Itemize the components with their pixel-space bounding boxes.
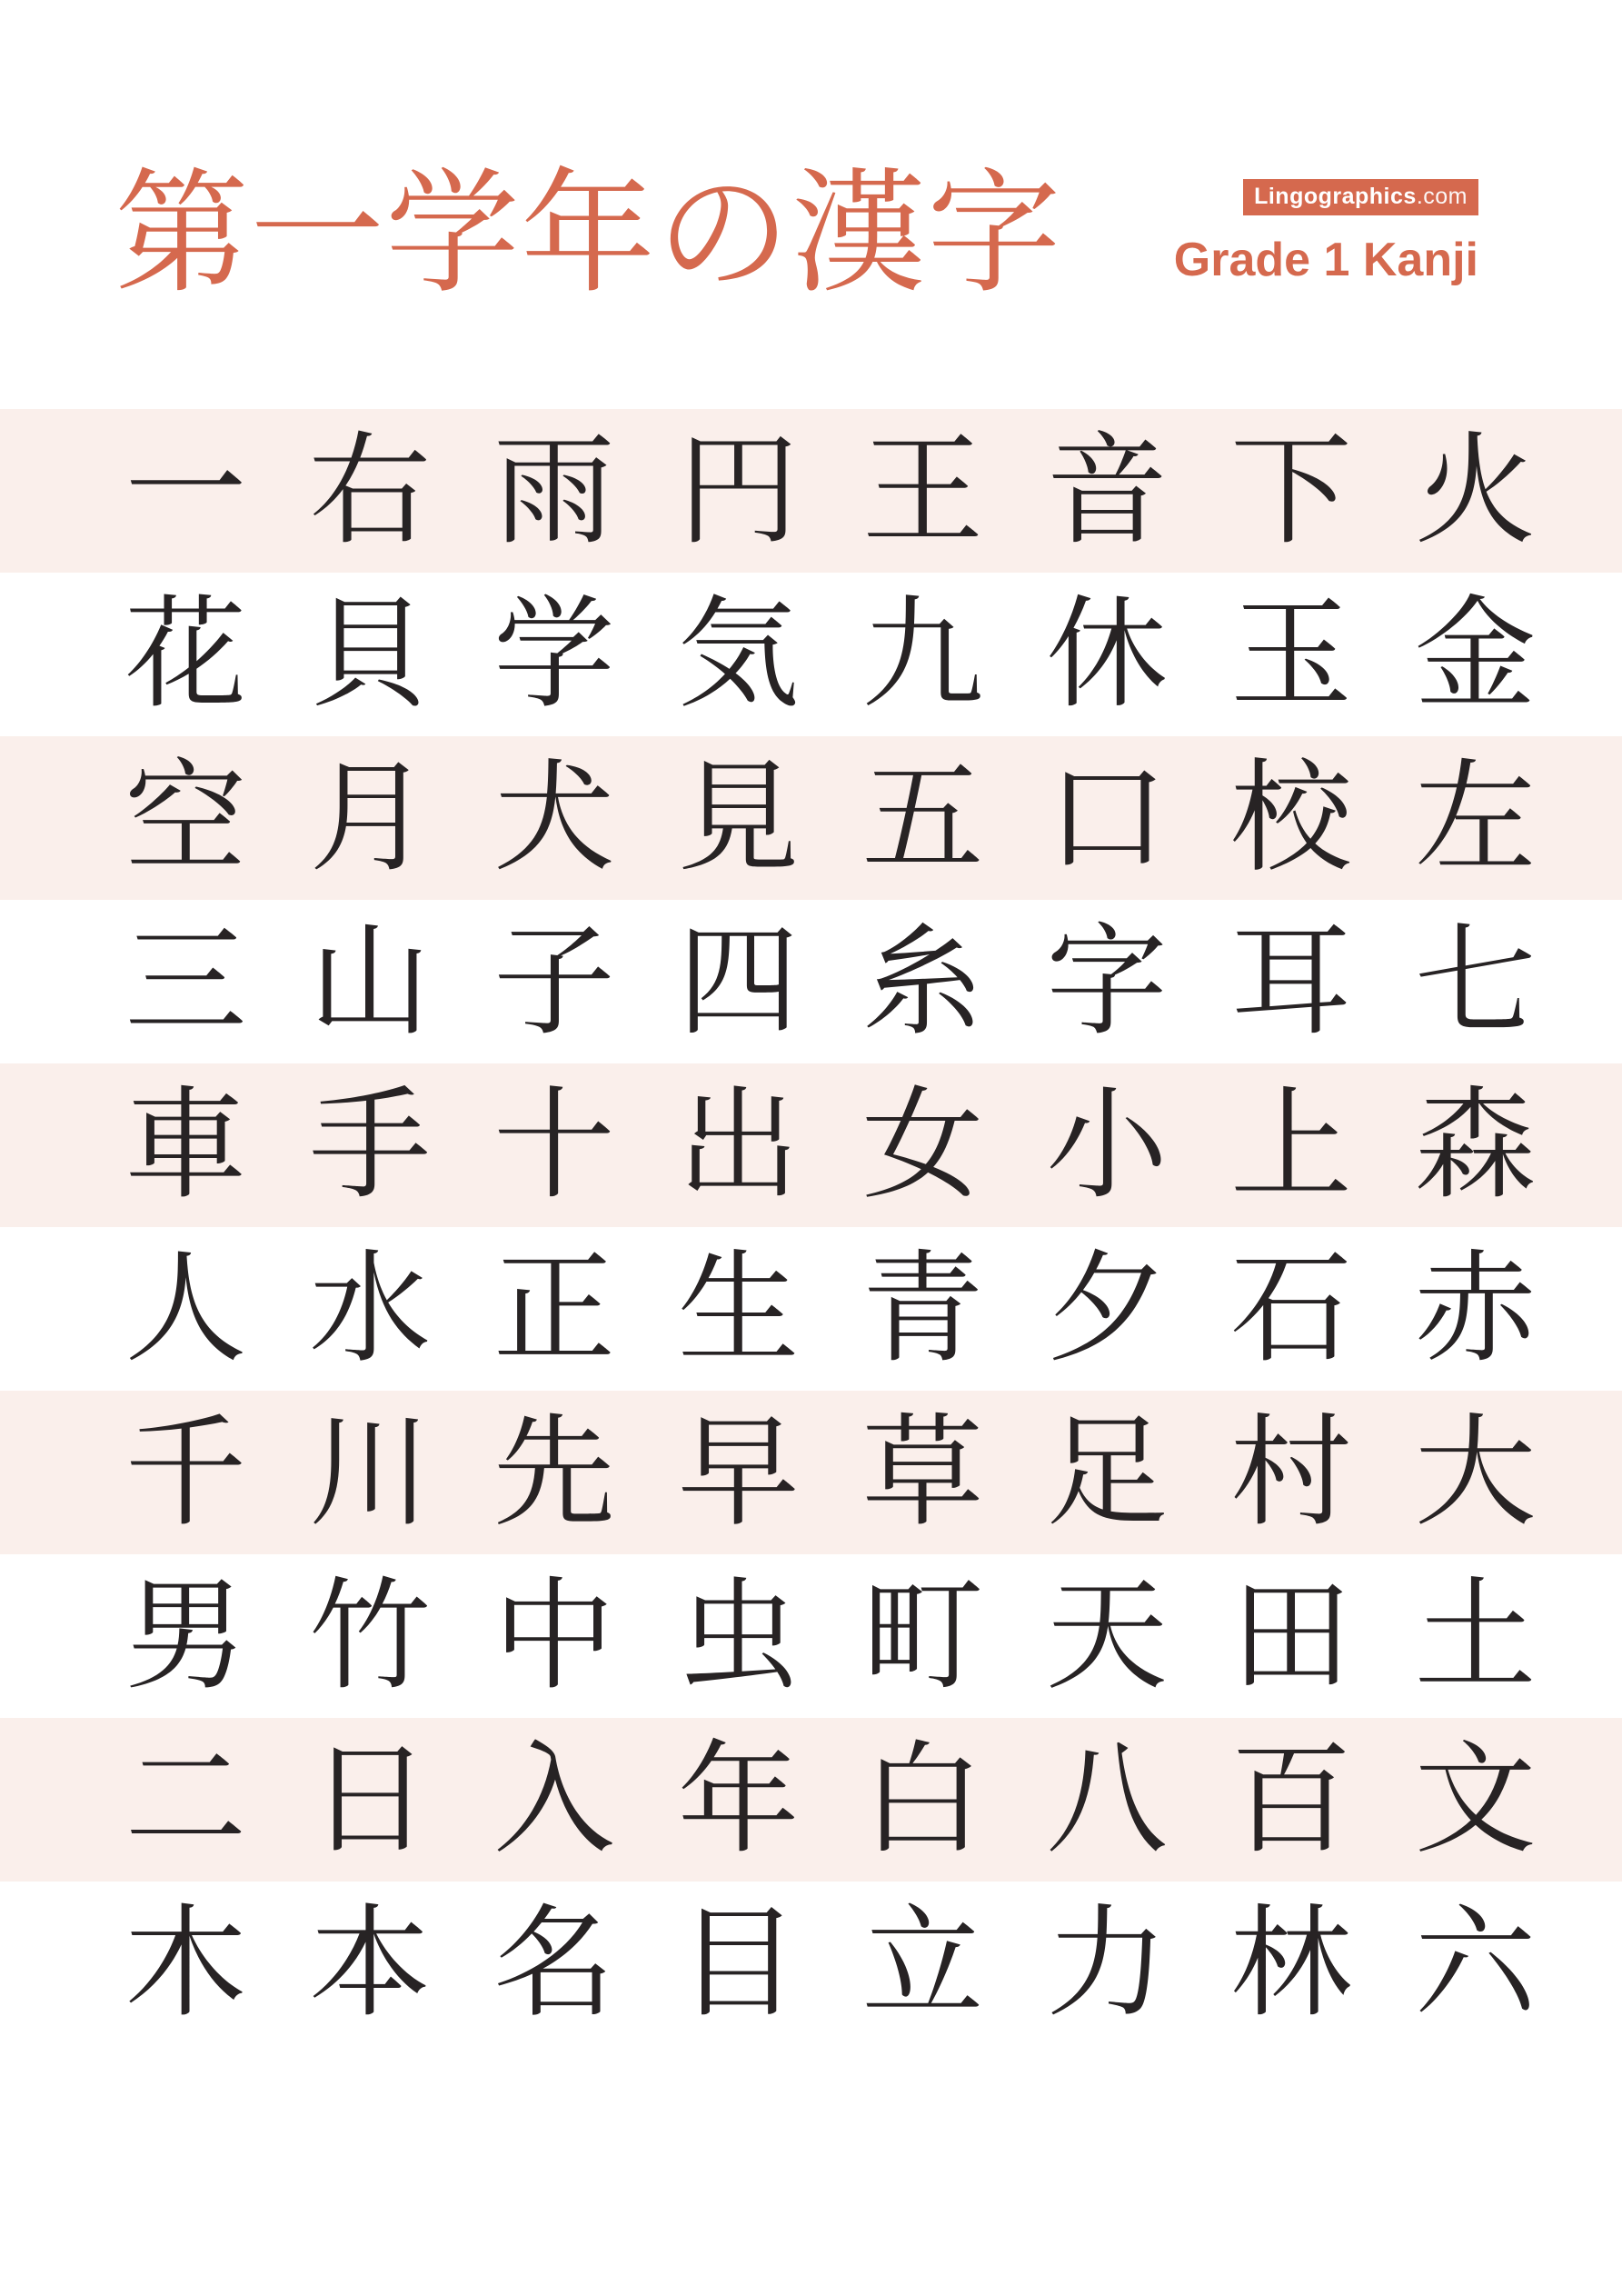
kanji-cell: 四 [677, 911, 800, 1053]
kanji-cell: 車 [124, 1074, 247, 1216]
kanji-cell: 口 [1046, 747, 1169, 889]
kanji-cell: 名 [493, 1892, 615, 2034]
kanji-cell: 糸 [861, 911, 984, 1053]
kanji-cell: 川 [309, 1402, 432, 1543]
kanji-cell: 虫 [677, 1565, 800, 1707]
kanji-cell: 夕 [1046, 1238, 1169, 1380]
kanji-cell: 年 [677, 1729, 800, 1871]
kanji-cell: 先 [493, 1402, 615, 1543]
kanji-cell: 雨 [493, 420, 615, 562]
kanji-cell: 入 [493, 1729, 615, 1871]
kanji-cell: 校 [1229, 747, 1352, 889]
kanji-row [0, 1391, 1622, 1554]
kanji-cell: 犬 [493, 747, 615, 889]
kanji-cell: 生 [677, 1238, 800, 1380]
kanji-cell: 貝 [309, 584, 432, 725]
kanji-row [0, 573, 1622, 736]
kanji-row-inner [94, 736, 1567, 900]
brand-badge [1243, 179, 1478, 215]
kanji-row-inner [94, 1718, 1567, 1882]
kanji-row-inner [94, 1882, 1567, 2045]
kanji-cell: 上 [1229, 1074, 1352, 1216]
kanji-cell: 十 [493, 1074, 615, 1216]
kanji-cell: 一 [124, 420, 247, 562]
kanji-cell: 王 [861, 420, 984, 562]
kanji-cell: 青 [861, 1238, 984, 1380]
kanji-cell: 白 [861, 1729, 984, 1871]
kanji-cell: 火 [1414, 420, 1537, 562]
kanji-cell: 出 [677, 1074, 800, 1216]
kanji-cell: 右 [309, 420, 432, 562]
kanji-cell: 水 [309, 1238, 432, 1380]
kanji-cell: 文 [1414, 1729, 1537, 1871]
kanji-cell: 竹 [309, 1565, 432, 1707]
kanji-cell: 女 [861, 1074, 984, 1216]
kanji-cell: 五 [861, 747, 984, 889]
kanji-cell: 学 [493, 584, 615, 725]
kanji-cell: 空 [124, 747, 247, 889]
kanji-cell: 六 [1414, 1892, 1537, 2034]
kanji-row [0, 1718, 1622, 1882]
kanji-cell: 天 [1046, 1565, 1169, 1707]
kanji-cell: 正 [493, 1238, 615, 1380]
kanji-cell: 早 [677, 1402, 800, 1543]
kanji-cell: 円 [677, 420, 800, 562]
kanji-cell: 千 [124, 1402, 247, 1543]
kanji-cell: 人 [124, 1238, 247, 1380]
kanji-cell: 町 [861, 1565, 984, 1707]
brand-block [1174, 179, 1478, 285]
kanji-cell: 子 [493, 911, 615, 1053]
kanji-cell: 草 [861, 1402, 984, 1543]
kanji-cell: 花 [124, 584, 247, 725]
kanji-cell: 日 [309, 1729, 432, 1871]
kanji-row [0, 736, 1622, 900]
kanji-row [0, 409, 1622, 573]
kanji-cell: 力 [1046, 1892, 1169, 2034]
kanji-cell: 大 [1414, 1402, 1537, 1543]
kanji-cell: 木 [124, 1892, 247, 2034]
page-subtitle-english: Grade 1 Kanji [1173, 234, 1478, 286]
kanji-row-inner [94, 1227, 1567, 1391]
brand-domain-suffix: .com [1416, 184, 1468, 209]
kanji-cell: 小 [1046, 1074, 1169, 1216]
kanji-cell: 月 [309, 747, 432, 889]
kanji-cell: 七 [1414, 911, 1537, 1053]
kanji-cell: 森 [1414, 1074, 1537, 1216]
kanji-cell: 林 [1229, 1892, 1352, 2034]
kanji-cell: 目 [677, 1892, 800, 2034]
kanji-cell: 田 [1229, 1565, 1352, 1707]
kanji-cell: 立 [861, 1892, 984, 2034]
page-title-japanese: 第一学年の漢字 [114, 155, 1062, 312]
kanji-cell: 左 [1414, 747, 1537, 889]
kanji-row-inner [94, 900, 1567, 1063]
kanji-row-inner [94, 1391, 1567, 1554]
kanji-cell: 字 [1046, 911, 1169, 1053]
kanji-cell: 三 [124, 911, 247, 1053]
kanji-cell: 男 [124, 1565, 247, 1707]
kanji-cell: 気 [677, 584, 800, 725]
kanji-cell: 手 [309, 1074, 432, 1216]
kanji-cell: 休 [1046, 584, 1169, 725]
kanji-cell: 金 [1414, 584, 1537, 725]
kanji-cell: 本 [309, 1892, 432, 2034]
kanji-cell: 下 [1229, 420, 1352, 562]
kanji-row-inner [94, 409, 1567, 573]
kanji-row [0, 1063, 1622, 1227]
kanji-row-inner [94, 573, 1567, 736]
brand-name: Lingographics [1254, 184, 1417, 209]
kanji-row [0, 1227, 1622, 1391]
kanji-cell: 山 [309, 911, 432, 1053]
kanji-cell: 二 [124, 1729, 247, 1871]
kanji-row-inner [94, 1063, 1567, 1227]
kanji-cell: 石 [1229, 1238, 1352, 1380]
kanji-cell: 音 [1046, 420, 1169, 562]
kanji-cell: 足 [1046, 1402, 1169, 1543]
kanji-cell: 赤 [1414, 1238, 1537, 1380]
kanji-row [0, 900, 1622, 1063]
kanji-cell: 土 [1414, 1565, 1537, 1707]
kanji-cell: 見 [677, 747, 800, 889]
kanji-table [0, 409, 1622, 2045]
kanji-row-inner [94, 1554, 1567, 1718]
kanji-cell: 中 [493, 1565, 615, 1707]
kanji-row [0, 1554, 1622, 1718]
kanji-cell: 村 [1229, 1402, 1352, 1543]
kanji-cell: 百 [1229, 1729, 1352, 1871]
kanji-cell: 玉 [1229, 584, 1352, 725]
kanji-cell: 八 [1046, 1729, 1169, 1871]
kanji-cell: 九 [861, 584, 984, 725]
kanji-cell: 耳 [1229, 911, 1352, 1053]
kanji-row [0, 1882, 1622, 2045]
